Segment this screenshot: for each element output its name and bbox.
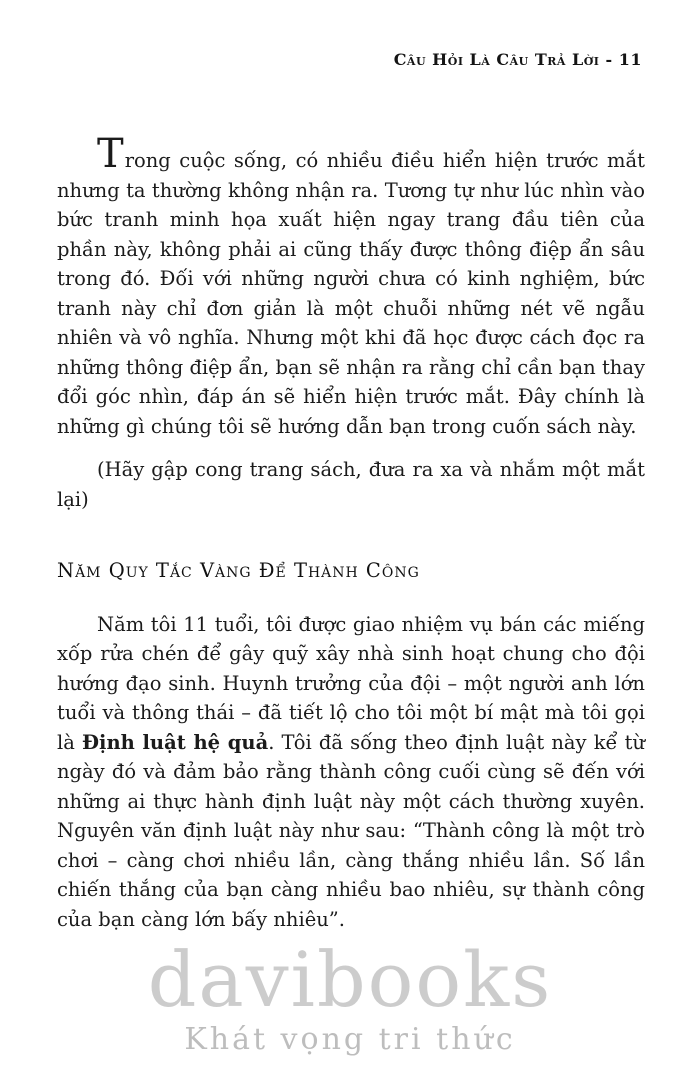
law-of-averages-term: Định luật hệ quả (82, 730, 269, 754)
watermark-brand: davibooks (147, 935, 553, 1024)
watermark-tagline: Khát vọng tri thức (184, 1022, 516, 1057)
paragraph-intro-text: rong cuộc sống, có nhiều điều hiển hiện trước mắt nhưng ta thường không nhận ra. Tương tự như lúc nhìn vào bức tranh minh họa xuất hiện ngay trang đầu tiên của phần này, không phải ai cũng thấy được thông điệp ẩn sâu trong đó. Đối với những người chưa có kinh nghiệm, bức tranh này chỉ đơn giản là một chuỗi những nét vẽ ngẫu nhiên và vô nghĩa. Nhưng một khi đã học được cách đọc ra những thông điệp ẩn, bạn sẽ nhận ra rằng chỉ cần bạn thay đổi góc nhìn, đáp án sẽ hiển hiện trước mắt. Đây chính là những gì chúng tôi sẽ hướng dẫn bạn trong cuốn sách này. (57, 149, 645, 438)
paragraph-instruction: (Hãy gập cong trang sách, đưa ra xa và nhắm một mắt lại) (57, 458, 645, 511)
paragraph-golden-rule (57, 610, 645, 935)
paragraph-golden-rule-lead: Năm tôi 11 tuổi, tôi được giao nhiệm vụ bán các miếng xốp rửa chén để gây quỹ xây nhà sinh hoạt chung cho đội hướng đạo sinh. Huynh trưởng của đội – một người anh lớn tuổi và thông thái – đã tiết lộ cho tôi một bí mật mà tôi gọi là (57, 612, 645, 754)
running-header: Câu Hỏi Là Câu Trả Lời - 11 (393, 50, 642, 69)
page-body (57, 131, 646, 948)
paragraph-intro (57, 131, 645, 441)
section-heading: Năm Quy Tắc Vàng Để Thành Công (57, 559, 420, 582)
paragraph-golden-rule-rest: . Tôi đã sống theo định luật này kể từ ngày đó và đảm bảo rằng thành công cuối cùng sẽ đến với những ai thực hành định luật này một cách thường xuyên. Nguyên văn định luật này như sau: “Thành công là một trò chơi – càng chơi nhiều lần, càng thắng nhiều lần. Số lần chiến thắng của bạn càng nhiều bao nhiêu, sự thành công của bạn càng lớn bấy nhiêu”. (57, 730, 646, 931)
raised-initial-cap: T (97, 131, 125, 177)
watermark (0, 935, 700, 1057)
